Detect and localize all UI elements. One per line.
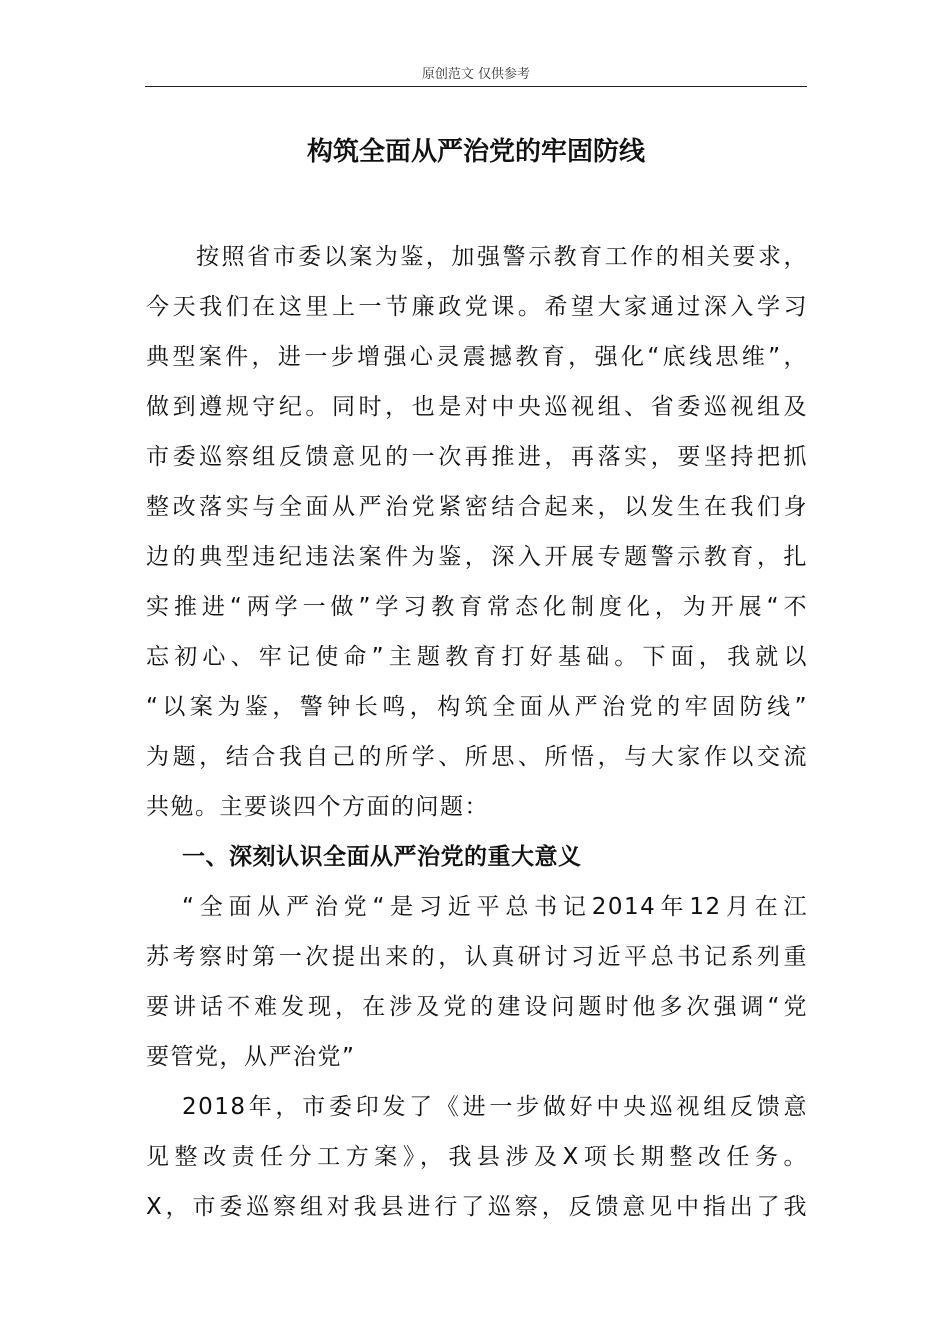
paragraph-line: 见整改责任分工方案》，我县涉及X项长期整改任务。 bbox=[146, 1144, 808, 1170]
paragraph-line: X，市委巡察组对我县进行了巡察，反馈意见中指出了我 bbox=[146, 1194, 808, 1220]
paragraph-line: 为题，结合我自己的所学、所思、所悟，与大家作以交流 bbox=[146, 744, 808, 770]
paragraph-line: 2018年，市委印发了《进一步做好中央巡视组反馈意 bbox=[182, 1094, 808, 1120]
paragraph-line: 做到遵规守纪。同时，也是对中央巡视组、省委巡视组及 bbox=[146, 394, 808, 420]
paragraph-line: 共勉。主要谈四个方面的问题： bbox=[146, 794, 489, 820]
paragraph-line: 市委巡察组反馈意见的一次再推进，再落实，要坚持把抓 bbox=[146, 444, 808, 470]
paragraph-line: 边的典型违纪违法案件为鉴，深入开展专题警示教育，扎 bbox=[146, 544, 808, 570]
paragraph-line: 要讲话不难发现，在涉及党的建设问题时他多次强调“党 bbox=[146, 994, 808, 1020]
paragraph-line: 苏考察时第一次提出来的，认真研讨习近平总书记系列重 bbox=[146, 944, 808, 970]
document-body bbox=[146, 232, 808, 1232]
paragraph-line: 典型案件，进一步增强心灵震撼教育，强化“底线思维”， bbox=[146, 344, 808, 370]
paragraph-line: “以案为鉴，警钟长鸣，构筑全面从严治党的牢固防线” bbox=[146, 694, 808, 720]
section-heading: 一、深刻认识全面从严治党的重大意义 bbox=[182, 844, 582, 870]
page-header: 原创范文 仅供参考 bbox=[421, 67, 531, 82]
paragraph-line: “全面从严治党“是习近平总书记2014年12月在江 bbox=[182, 894, 808, 920]
paragraph-line: 要管党，从严治党” bbox=[146, 1044, 356, 1070]
paragraph-line: 按照省市委以案为鉴，加强警示教育工作的相关要求， bbox=[196, 244, 808, 270]
paragraph-line: 忘初心、牢记使命”主题教育打好基础。下面，我就以 bbox=[146, 644, 808, 670]
paragraph-line: 今天我们在这里上一节廉政党课。希望大家通过深入学习 bbox=[146, 294, 808, 320]
document-title: 构筑全面从严治党的牢固防线 bbox=[306, 137, 645, 167]
header-divider bbox=[145, 86, 807, 87]
paragraph-line: 整改落实与全面从严治党紧密结合起来，以发生在我们身 bbox=[146, 494, 808, 520]
paragraph-line: 实推进“两学一做”学习教育常态化制度化，为开展“不 bbox=[146, 594, 808, 620]
